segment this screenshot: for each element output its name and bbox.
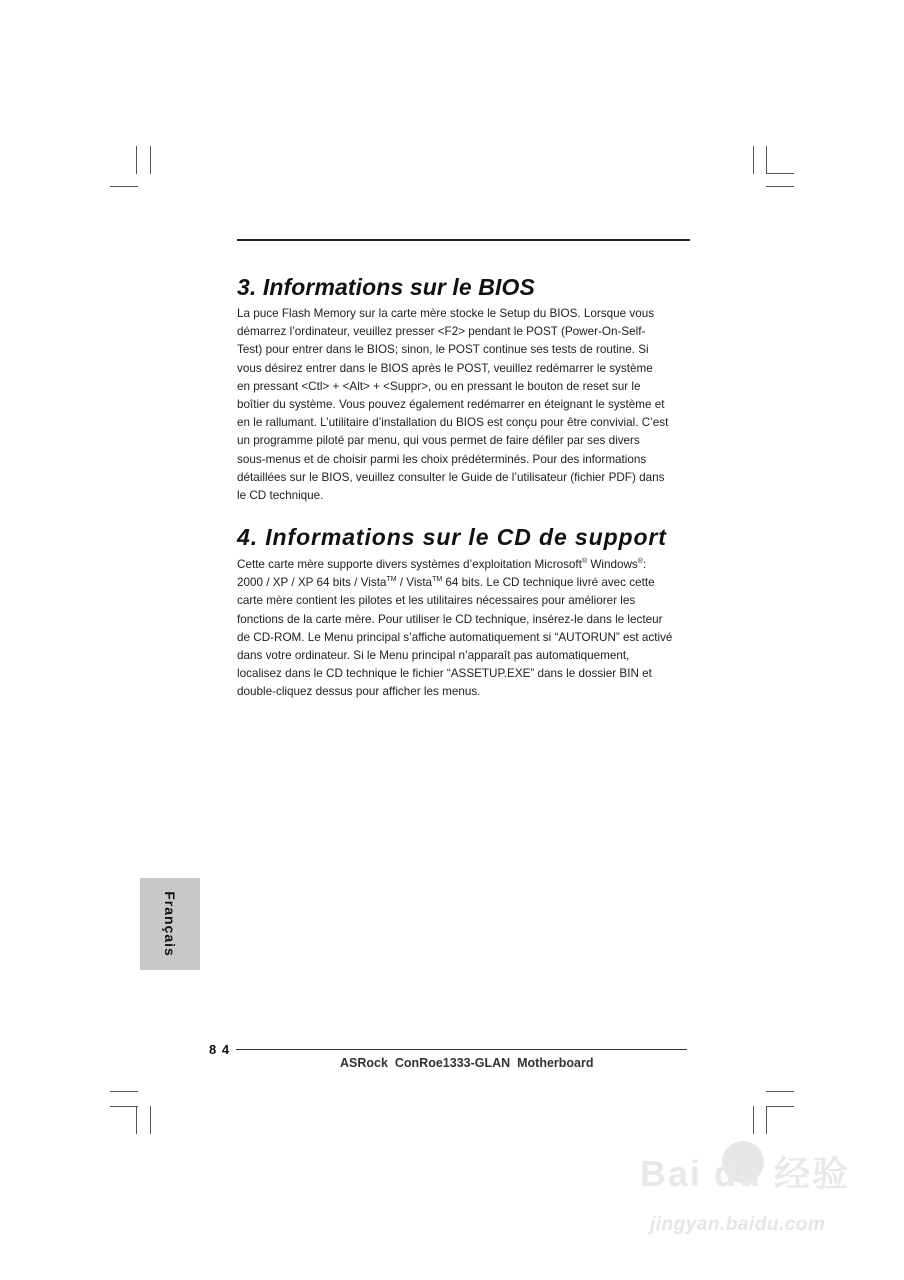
- trademark-mark: TM: [386, 576, 397, 584]
- body-line: boîtier du système. Vous pouvez également redémarrer en éteignant le système et: [237, 398, 665, 412]
- line-text: Windows: [587, 558, 638, 571]
- footer-rule: [236, 1049, 687, 1050]
- body-line: de CD-ROM. Le Menu principal s’affiche automatiquement si “AUTORUN” est activé: [237, 630, 673, 644]
- body-line: dans votre ordinateur. Si le Menu principal n’apparaît pas automatiquement,: [237, 649, 630, 663]
- body-line: vous désirez entrer dans le BIOS après le POST, veuillez redémarrer le système: [237, 361, 653, 375]
- crop-mark: [110, 1106, 138, 1107]
- section-4-title: 4. Informations sur le CD de support: [237, 524, 667, 550]
- crop-mark: [110, 1091, 138, 1092]
- registered-mark: ®: [581, 558, 588, 565]
- line-text: 64 bits. Le CD technique livré avec cette: [442, 576, 655, 590]
- language-side-tab: [140, 878, 200, 970]
- crop-mark: [753, 146, 754, 174]
- body-line: en le rallumant. L’utilitaire d’installation du BIOS est conçu pour être convivial. C’est: [237, 416, 669, 430]
- trademark-mark: TM: [432, 576, 443, 584]
- language-tab-label: Français: [162, 891, 178, 957]
- crop-mark: [766, 1091, 794, 1092]
- crop-mark: [766, 186, 794, 187]
- crop-mark: [150, 1106, 151, 1134]
- watermark-url: jingyan.baidu.com: [650, 1214, 826, 1235]
- body-line: le CD technique.: [237, 489, 324, 503]
- body-line: détaillées sur le BIOS, veuillez consulter le Guide de l’utilisateur (fichier PDF) dans: [237, 470, 665, 484]
- body-line: La puce Flash Memory sur la carte mère stocke le Setup du BIOS. Lorsque vous: [237, 307, 655, 320]
- body-line: carte mère contient les pilotes et les utilitaires nécessaires pour améliorer les: [237, 594, 636, 608]
- body-line: localisez dans le CD technique le fichier “ASSETUP.EXE” dans le dossier BIN et: [237, 667, 652, 681]
- line-text: Cette carte mère supporte divers systèmes d’exploitation Microsoft: [237, 558, 582, 571]
- line-text: 2000 / XP / XP 64 bits / Vista: [237, 576, 387, 590]
- crop-mark: [136, 1106, 137, 1134]
- crop-mark: [766, 1106, 794, 1107]
- crop-mark: [110, 186, 138, 187]
- page-number: 8 4: [209, 1042, 231, 1057]
- body-line: [237, 574, 695, 592]
- footer-product-name: ASRock ConRoe1333-GLAN Motherboard: [340, 1056, 594, 1070]
- registered-mark: ®: [637, 558, 643, 565]
- line-text: / Vista: [396, 576, 433, 590]
- crop-mark: [753, 1106, 754, 1134]
- crop-mark: [136, 146, 137, 174]
- body-line: un programme piloté par menu, qui vous permet de faire défiler par ses divers: [237, 434, 640, 448]
- header-rule: [237, 239, 690, 241]
- crop-mark: [766, 173, 794, 174]
- body-line: en pressant <Ctl> + <Alt> + <Suppr>, ou en pressant le bouton de reset sur le: [237, 379, 641, 393]
- body-line: fonctions de la carte mère. Pour utiliser le CD technique, insérez-le dans le lecteur: [237, 612, 663, 626]
- watermark-brand: Bai du 经验: [640, 1153, 851, 1194]
- section-3-body: [237, 305, 695, 505]
- body-line: Test) pour entrer dans le BIOS; sinon, le POST continue ses tests de routine. Si: [237, 343, 649, 357]
- line-text: :: [642, 558, 647, 571]
- section-4-body: [237, 556, 695, 702]
- crop-mark: [766, 146, 767, 174]
- body-line: double-cliquez dessus pour afficher les menus.: [237, 685, 481, 699]
- body-line: [237, 556, 695, 574]
- body-line: sous-menus et de choisir parmi les choix prédéterminés. Pour des informations: [237, 452, 647, 466]
- crop-mark: [150, 146, 151, 174]
- body-line: démarrez l’ordinateur, veuillez presser <F2> pendant le POST (Power-On-Self-: [237, 325, 646, 339]
- section-3-title: 3. Informations sur le BIOS: [237, 274, 535, 300]
- crop-mark: [766, 1106, 767, 1134]
